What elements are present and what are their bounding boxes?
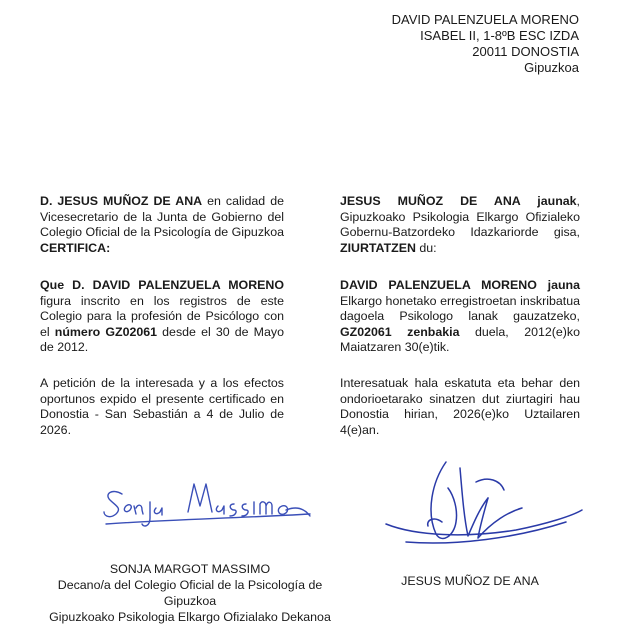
recipient-city: 20011 DONOSTIA: [472, 44, 579, 59]
left-signer-role-es: Decano/a del Colegio Oficial de la Psicología de: [57, 578, 323, 592]
eu-registration-date: duela, 2012(e)ko Maiatzaren 30(e)tik.: [340, 324, 580, 354]
signature-right: [376, 452, 586, 562]
eu-certifier-role: , Gipuzkoako Psikologia Elkargo Ofizialeko Gobernu-Batzordeko Idazkariorde gisa,: [340, 194, 580, 239]
recipient-street: ISABEL II, 1-8ºB ESC IZDA: [420, 28, 579, 43]
left-signer-role-es-2: Gipuzkoa: [163, 594, 217, 608]
eu-registration-text: Elkargo honetako erregistroetan inskribatua dagoela Psikologo lanak gauzatzeko,: [340, 293, 580, 323]
recipient-name: DAVID PALENZUELA MORENO: [391, 12, 579, 27]
left-signer-name: SONJA MARGOT MASSIMO: [109, 562, 271, 576]
eu-issuance-text: Interesatuak hala eskatuta eta behar den ondorioetarako sinatzen dut ziurtagiri hau Donostia hirian, 2026(e)ko Uztailaren 4(e)an.: [340, 376, 580, 437]
eu-registration-number: GZ02061 zenbakia: [340, 324, 460, 339]
eu-ziurtatzen: ZIURTATZEN: [340, 240, 416, 255]
eu-du: du:: [415, 240, 437, 255]
es-number-label: número: [54, 324, 101, 339]
es-registration-date: desde el 30 de Mayo de 2012.: [40, 324, 284, 354]
eu-paragraph-issuance: [340, 376, 580, 438]
es-certifica: CERTIFICA:: [40, 240, 111, 255]
es-certifier-role: en calidad de Vicesecretario de la Junta de Gobierno del Colegio Oficial de la Psicología de Gipuzkoa: [40, 194, 284, 239]
es-registration-text: figura inscrito en los registros de este Colegio para la profesión de Psicólogo con el: [40, 293, 284, 339]
es-certifier-name: D. JESUS MUÑOZ DE ANA: [40, 194, 203, 208]
left-signer-role-eu: Gipuzkoako Psikologia Elkargo Ofizialako Dekanoa: [49, 610, 331, 624]
es-paragraph-registration: [40, 278, 284, 356]
eu-paragraph-certifier: [340, 194, 580, 256]
es-paragraph-certifier: [40, 194, 284, 256]
signature-right-caption: [380, 573, 560, 589]
es-registration-number: GZ02061: [105, 324, 158, 339]
es-paragraph-issuance: [40, 376, 284, 438]
es-subject-name: Que D. DAVID PALENZUELA MORENO: [40, 278, 284, 292]
signature-left-caption: [40, 561, 340, 625]
recipient-province: Gipuzkoa: [524, 60, 579, 75]
eu-paragraph-registration: [340, 278, 580, 356]
es-issuance-text: A petición de la interesada y a los efectos oportunos expido el presente certificado en Donostia - San Sebastián a 4 de Julio de 2026.: [40, 376, 284, 437]
recipient-address: [392, 12, 579, 76]
eu-certifier-name: JESUS MUÑOZ DE ANA jaunak: [340, 194, 577, 208]
eu-subject-name: DAVID PALENZUELA MORENO jauna: [340, 278, 580, 292]
right-signer-name: JESUS MUÑOZ DE ANA: [401, 574, 539, 588]
signature-left: [100, 472, 320, 542]
